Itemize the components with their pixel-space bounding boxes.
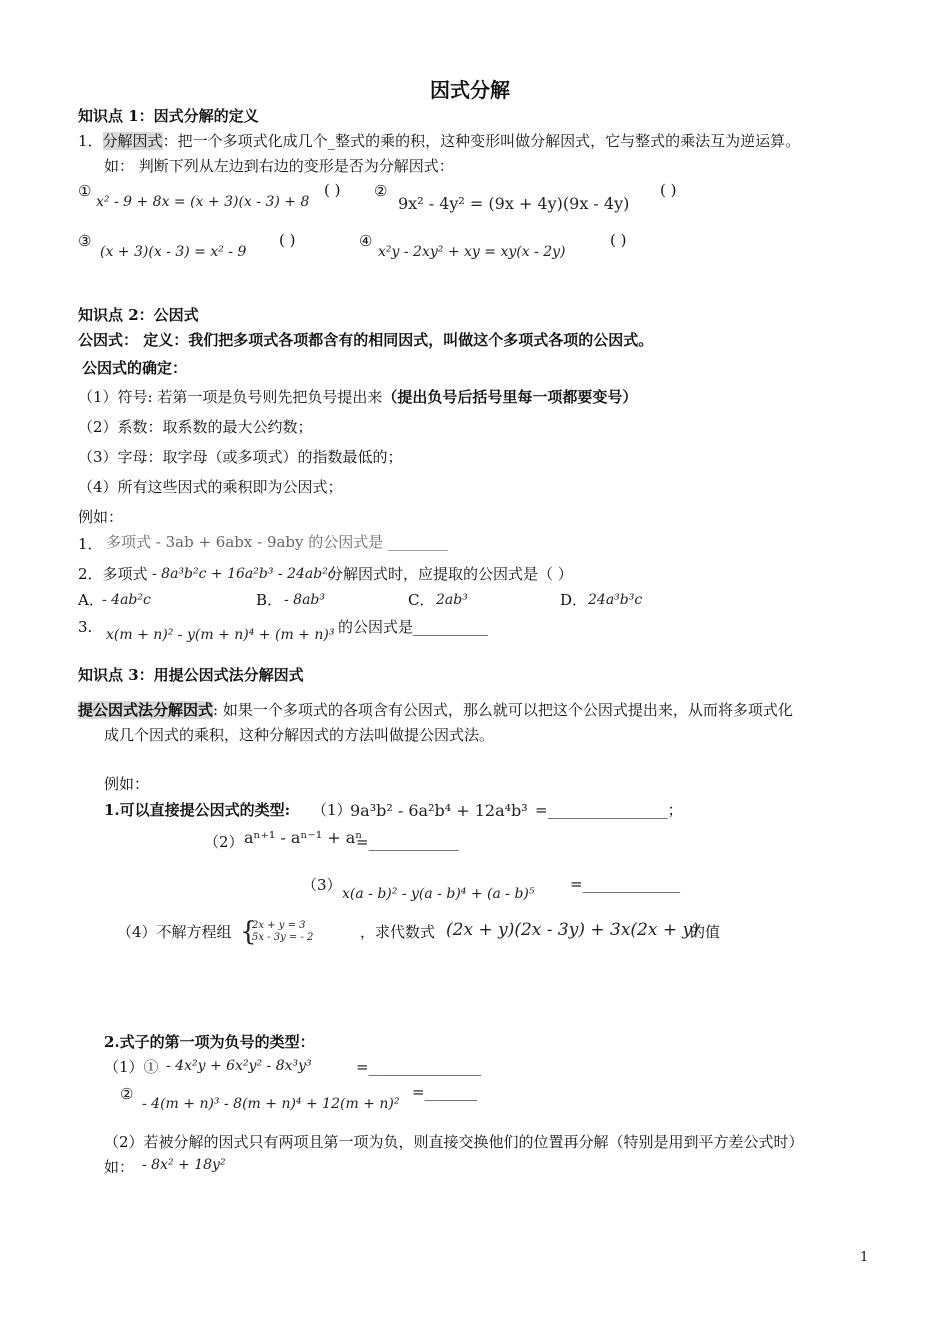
k2-q2-expr: - 8a³b²c + 16a²b³ - 24ab²c: [152, 566, 336, 582]
k2-heading: 知识点 2：公因式: [78, 306, 199, 324]
k3-type1-q4-expr: (2x + y)(2x - 3y) + 3x(2x + y): [446, 920, 699, 940]
k3-type1-q1-label: （1）: [312, 801, 352, 819]
k2-option-b-label: B．: [256, 591, 283, 609]
k1-item-2-blank: ( ): [660, 181, 677, 199]
k3-type2-q1-tail: =_______________: [356, 1058, 482, 1076]
k2-rule-2: （2）系数：取系数的最大公约数；: [78, 418, 313, 436]
k1-item-2-expr: 9x² - 4y² = (9x + 4y)(9x - 4y): [398, 194, 630, 213]
k2-option-b-value: - 8ab³: [284, 592, 326, 608]
k2-rule-4: （4）所有这些因式的乘积即为公因式；: [78, 478, 343, 496]
k1-item-1-expr: x² - 9 + 8x = (x + 3)(x - 3) + 8: [96, 194, 310, 210]
k2-definition: 公因式： 定义：我们把多项式各项都含有的相同因式，叫做这个多项式各项的公因式。: [78, 331, 654, 349]
k3-type1-q3-expr: x(a - b)² - y(a - b)⁴ + (a - b)⁵: [342, 886, 535, 902]
document-title: 因式分解: [430, 78, 510, 102]
k1-item-1-blank: ( ): [324, 181, 341, 199]
k3-type2-example-expr: - 8x² + 18y²: [142, 1157, 226, 1173]
k1-def-term: 分解因式: [102, 132, 163, 150]
system-eq-1: 2x + y = 3: [252, 920, 306, 931]
k3-definition: [78, 700, 793, 720]
k3-type2-q2-expr: - 4(m + n)³ - 8(m + n)⁴ + 12(m + n)²: [142, 1096, 400, 1112]
k2-q3-text: 的公因式是__________: [338, 618, 489, 636]
k3-type1-q1-expr: 9a³b² - 6a²b⁴ + 12a⁴b³: [350, 801, 528, 820]
system-eq-2: 5x - 3y = - 2: [252, 932, 314, 943]
k1-item-4-blank: ( ): [610, 231, 627, 249]
k2-q1-num: 1．: [78, 535, 103, 553]
k3-example-label: 例如：: [104, 775, 150, 793]
k3-type2-heading: 2.式子的第一项为负号的类型：: [104, 1033, 315, 1051]
page-number: 1: [860, 1250, 869, 1265]
k2-q3-num: 3.: [78, 618, 93, 636]
k1-def-text: ：把一个多项式化成几个_整式的乘的积，这种变形叫做分解因式，它与整式的乘法互为逆运算。: [162, 132, 801, 150]
system-brace-icon: {: [240, 917, 257, 947]
k2-option-c-label: C．: [408, 591, 435, 609]
k3-type2-q1-label: （1）①: [104, 1058, 159, 1076]
k2-option-a-value: - 4ab²c: [102, 592, 151, 608]
k3-type2-example-label: 如：: [104, 1158, 135, 1176]
k3-type1-q4-tail: 的值: [690, 923, 721, 941]
k2-q1-text: 多项式 - 3ab + 6abx - 9aby 的公因式是 ________: [106, 533, 449, 551]
k1-example-intro: 如： 判断下列从左边到右边的变形是否为分解因式：: [104, 157, 454, 175]
k1-item-1-mark: ①: [78, 182, 92, 200]
k2-q3-expr: x(m + n)² - y(m + n)⁴ + (m + n)³: [106, 627, 335, 643]
k3-type1-q2-tail: =____________: [356, 833, 459, 851]
k3-type1-q1-tail: =________________；: [535, 801, 683, 819]
k2-option-c-value: 2ab³: [436, 592, 468, 608]
k2-rule-1-text: （1）符号: 若第一项是负号则先把负号提出来: [78, 388, 383, 406]
k3-type1-q4-mid: ，求代数式: [360, 923, 436, 941]
k3-type1-q3-label: （3）: [302, 876, 342, 894]
k3-term: 提公因式法分解因式: [78, 701, 214, 719]
k3-type2-q2-label: ②: [120, 1085, 134, 1103]
k1-item-3-blank: ( ): [279, 231, 296, 249]
k3-type1-heading: 1.可以直接提公因式的类型:: [104, 801, 291, 819]
k3-type2-note: （2）若被分解的因式只有两项且第一项为负，则直接交换他们的位置再分解（特别是用到平方差公式时）: [104, 1133, 804, 1151]
k2-rule-1-bold: （提出负号后括号里每一项都要变号）: [382, 388, 638, 406]
k2-q2-text: 分解因式时，应提取的公因式是（ ）: [328, 565, 573, 583]
k1-item-4-expr: x²y - 2xy² + xy = xy(x - 2y): [378, 244, 566, 260]
k3-type1-q4-label: （4）不解方程组: [117, 923, 232, 941]
k2-example-label: 例如：: [78, 508, 124, 526]
k1-def-num: 1．: [78, 132, 103, 150]
k1-item-3-mark: ③: [78, 232, 92, 250]
k3-type1-q2-expr: aⁿ⁺¹ - aⁿ⁻¹ + aⁿ: [244, 828, 363, 847]
equation-system: [240, 918, 360, 948]
k1-item-4-mark: ④: [359, 232, 373, 250]
k1-definition: [78, 131, 800, 151]
k2-option-d-value: 24a³b³c: [588, 592, 643, 608]
k3-heading: 知识点 3：用提公因式法分解因式: [78, 666, 304, 684]
k2-option-a-label: A．: [78, 591, 104, 609]
k3-def-line2: 成几个因式的乘积，这种分解因式的方法叫做提公因式法。: [104, 726, 495, 744]
k3-type1-q3-tail: =_____________: [570, 875, 681, 893]
k3-type2-q1-expr: - 4x²y + 6x²y² - 8x³y³: [166, 1058, 312, 1074]
k2-q2-num: 2．多项式: [78, 565, 148, 583]
k3-type1-q2-label: （2）: [204, 833, 244, 851]
k1-item-2-mark: ②: [374, 182, 388, 200]
k2-rule-3: （3）字母：取字母（或多项式）的指数最低的；: [78, 448, 403, 466]
k1-item-3-expr: (x + 3)(x - 3) = x² - 9: [100, 244, 247, 260]
k1-heading: 知识点 1：因式分解的定义: [78, 107, 259, 125]
k3-type2-q2-tail: =_______: [412, 1083, 478, 1101]
k2-option-d-label: D．: [560, 591, 588, 609]
k3-def-line1: : 如果一个多项式的各项含有公因式，那么就可以把这个公因式提出来，从而将多项式化: [213, 701, 793, 719]
k2-determine: 公因式的确定：: [82, 359, 188, 377]
k2-rule-1: [78, 387, 637, 407]
